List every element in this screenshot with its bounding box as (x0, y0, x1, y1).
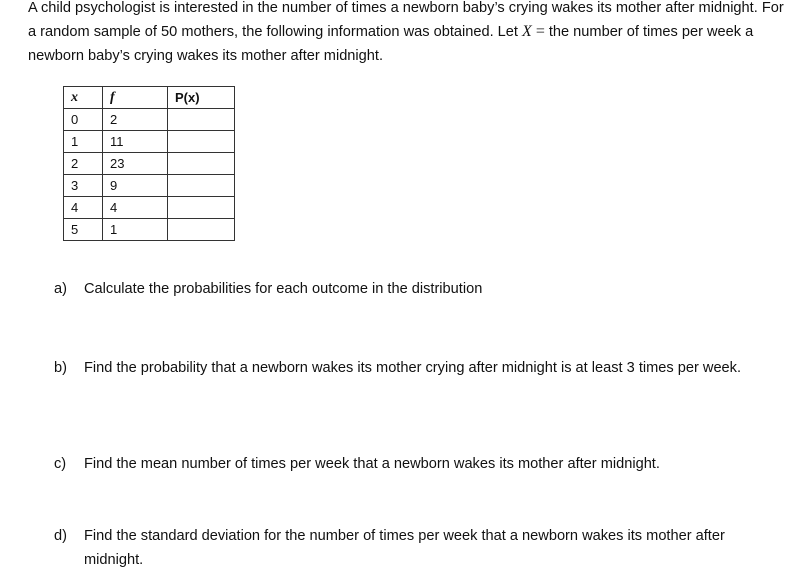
table-row (64, 197, 235, 219)
cell-x: 4 (64, 197, 103, 219)
header-x: x (64, 87, 103, 109)
question-text: Find the probability that a newborn wakes its mother crying after midnight is at least 3 times per week. (84, 360, 742, 376)
cell-f: 1 (103, 219, 168, 241)
question-label: c) (54, 456, 67, 472)
cell-f: 4 (103, 197, 168, 219)
cell-px (168, 109, 235, 131)
table-row (64, 219, 235, 241)
cell-f: 11 (103, 131, 168, 153)
cell-x: 1 (64, 131, 103, 153)
table-row (64, 175, 235, 197)
problem-text-part1: A child psychologist is interested in the number of times a newborn baby’s crying wakes its mother after midnight. For a random sample of 50 mothers, the following information was obtained. Let (28, 0, 784, 40)
table-row (64, 153, 235, 175)
header-f: f (103, 87, 168, 109)
cell-x: 5 (64, 219, 103, 241)
equals-sign: = (531, 23, 549, 40)
question-text: Find the mean number of times per week that a newborn wakes its mother after midnight. (84, 456, 660, 472)
question-label: a) (54, 281, 67, 297)
problem-text-part2: the number of times per week a newborn baby’s crying wakes its mother after midnight. (28, 24, 754, 64)
cell-x: 3 (64, 175, 103, 197)
cell-x: 2 (64, 153, 103, 175)
question-label: d) (54, 528, 67, 544)
table-row (64, 131, 235, 153)
table-row (64, 109, 235, 131)
cell-f: 23 (103, 153, 168, 175)
cell-f: 9 (103, 175, 168, 197)
cell-x: 0 (64, 109, 103, 131)
question-a (54, 277, 774, 301)
frequency-table (63, 86, 235, 241)
question-text: Calculate the probabilities for each outcome in the distribution (84, 281, 483, 297)
cell-f: 2 (103, 109, 168, 131)
question-text: Find the standard deviation for the number of times per week that a newborn wakes its mother after midnight. (84, 528, 725, 568)
problem-statement (28, 0, 788, 68)
question-c (54, 452, 774, 476)
cell-px (168, 197, 235, 219)
header-px: P(x) (168, 87, 235, 109)
question-b (54, 356, 774, 380)
cell-px (168, 175, 235, 197)
question-d (54, 524, 774, 572)
table-header-row (64, 87, 235, 109)
cell-px (168, 131, 235, 153)
cell-px (168, 153, 235, 175)
random-variable-symbol: X (522, 23, 532, 40)
cell-px (168, 219, 235, 241)
question-label: b) (54, 360, 67, 376)
